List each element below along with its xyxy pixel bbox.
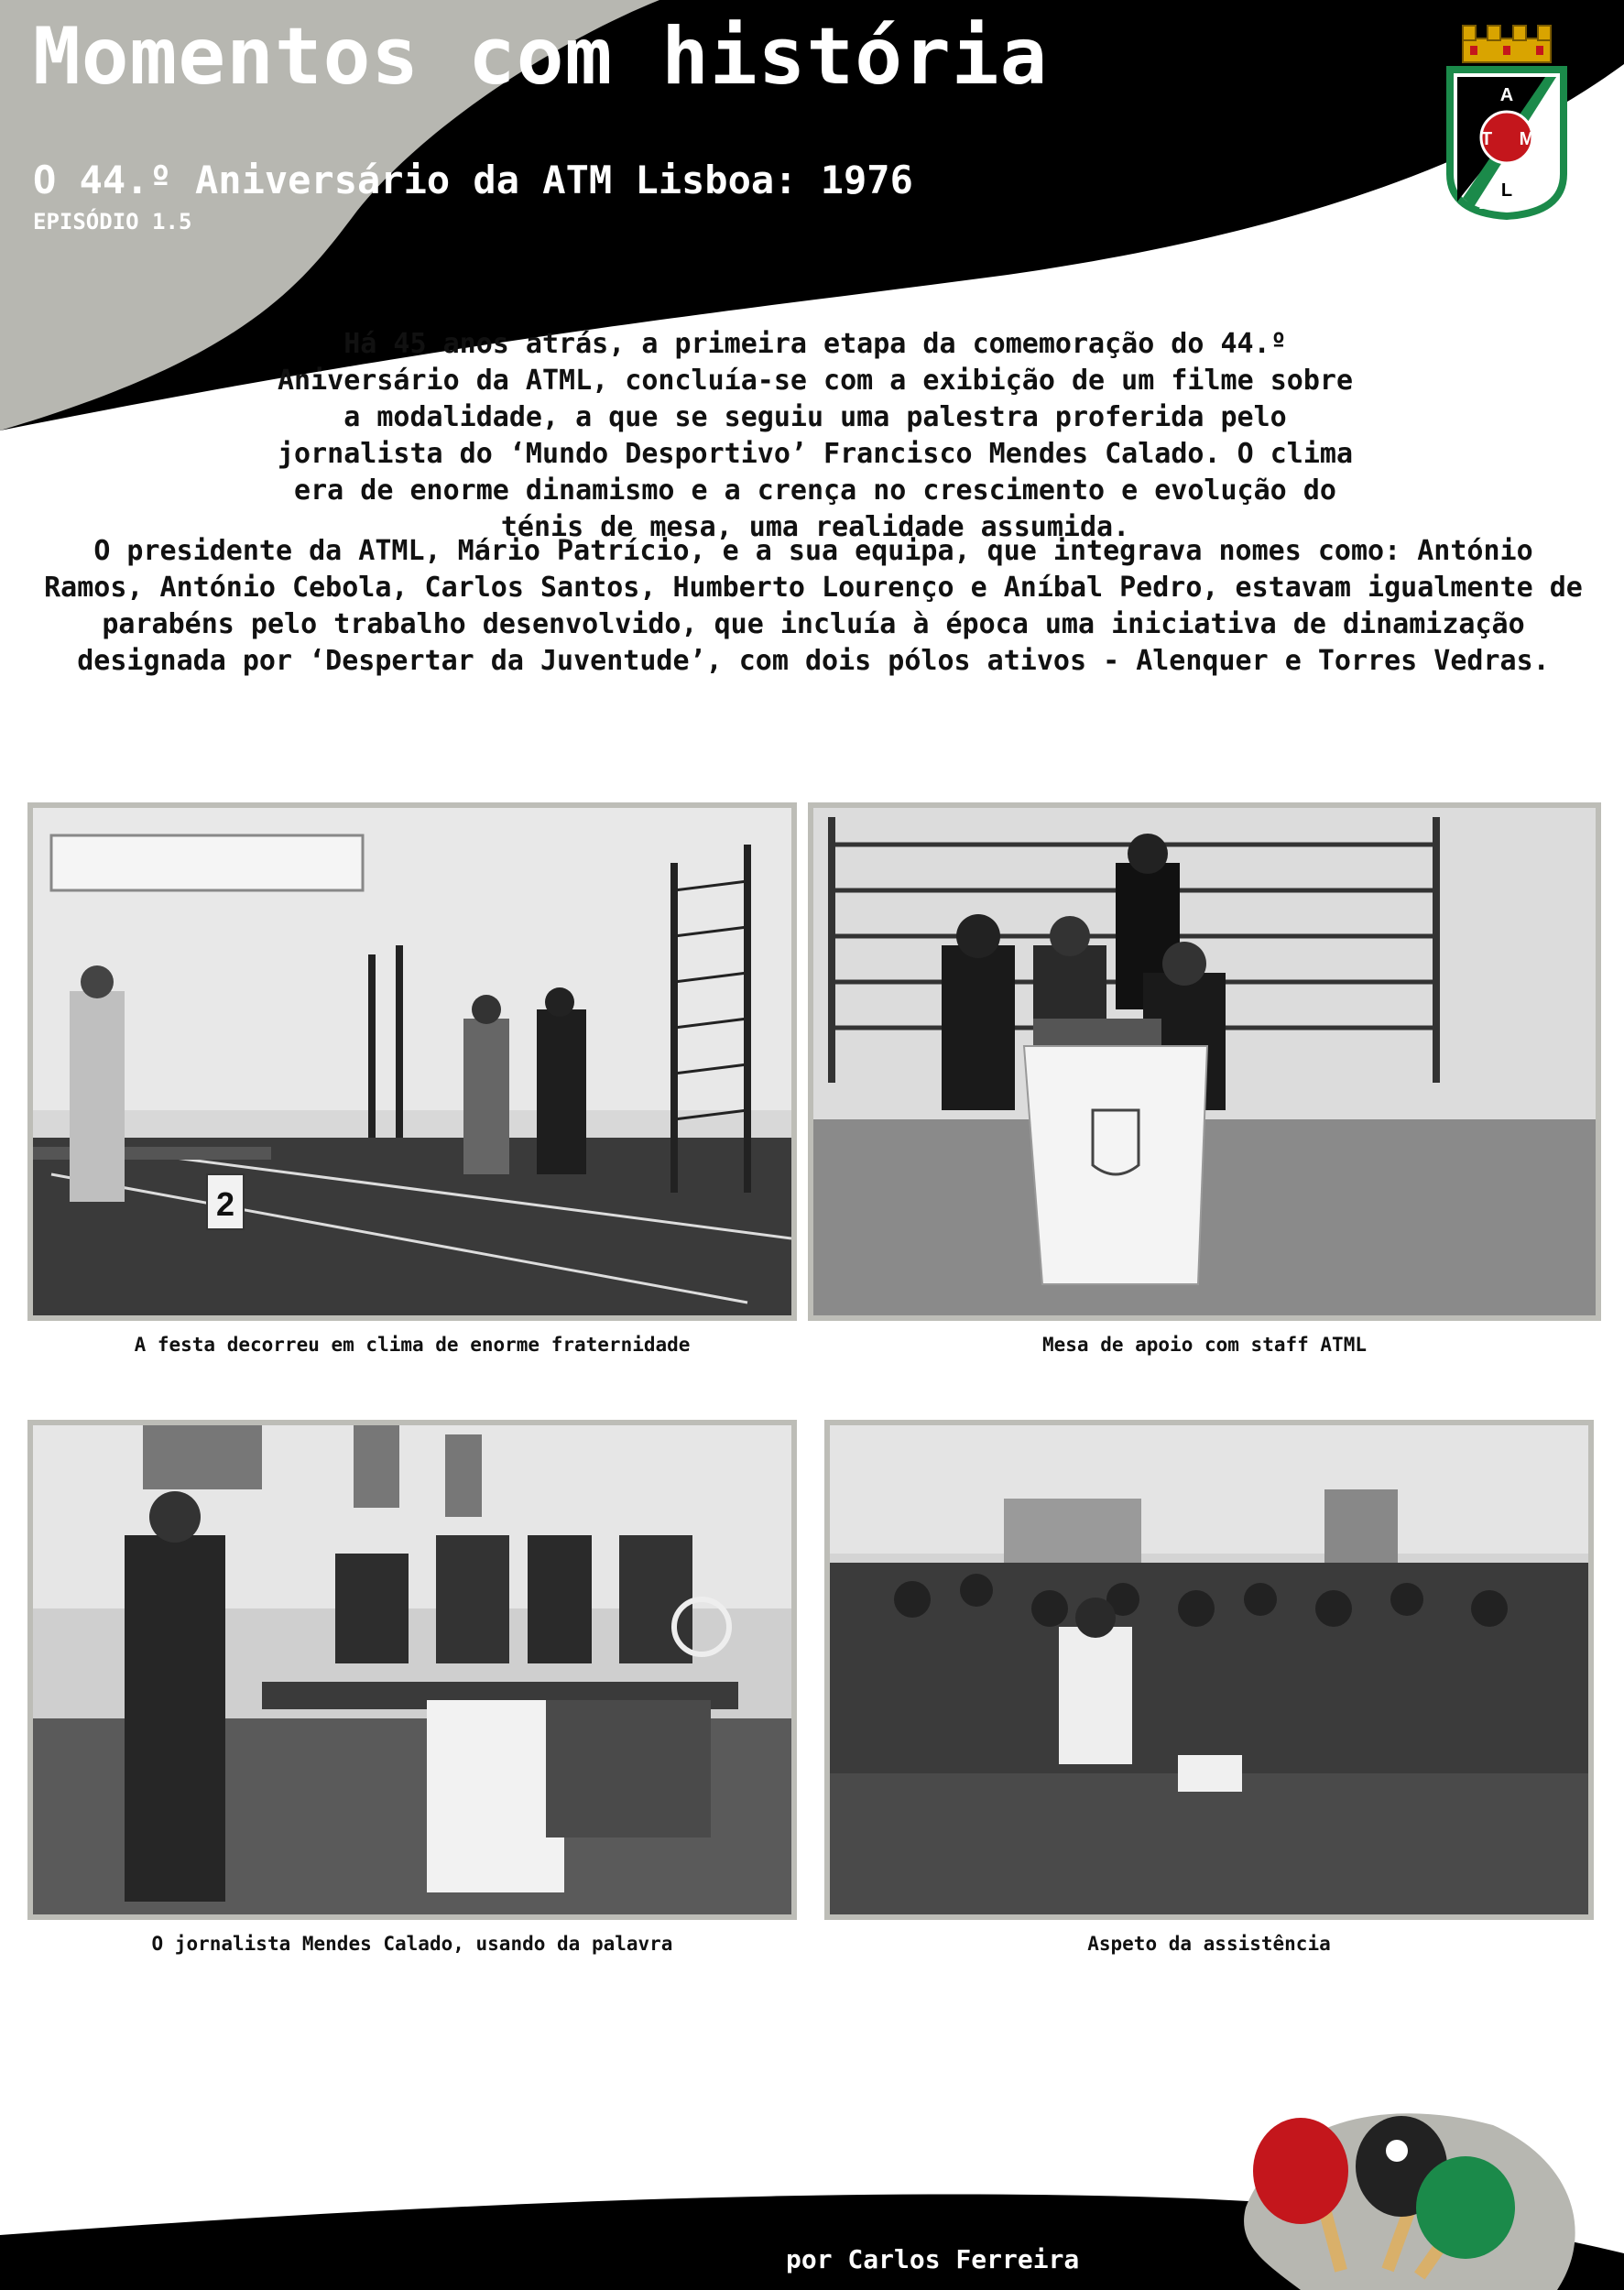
photo-caption-mesa-apoio: Mesa de apoio com staff ATML xyxy=(1041,1334,1367,1356)
photo-caption-assistencia: Aspeto da assistência xyxy=(1087,1933,1331,1955)
photo-caption-festa: A festa decorreu em clima de enorme fraternidade xyxy=(134,1334,691,1356)
photo-assistencia xyxy=(824,1420,1594,1920)
body-paragraph: O presidente da ATML, Mário Patrício, e a sua equipa, que integrava nomes como: António Ramos, António Cebola, Carlos Santos, Humberto Lourenço e Aníbal Pedro, estavam igualmente de parabéns pelo trabalho desenvolvido, que incluía à época uma iniciativa de dinamização designada por ‘Despertar da Juventude’, com dois pólos ativos - Alenquer e Torres Vedras. xyxy=(44,535,1583,677)
page-subtitle: O 44.º Aniversário da ATM Lisboa: 1976 xyxy=(33,158,913,202)
photo-festa xyxy=(27,802,797,1321)
photo-mesa-apoio xyxy=(808,802,1601,1321)
intro-paragraph: Há 45 anos atrás, a primeira etapa da comemoração do 44.º Aniversário da ATML, concluía-se com a exibição de um filme sobre a modalidade, a que se seguiu uma palestra proferida pelo jornalista do ‘Mundo Desportivo’ Francisco Mendes Calado. O clima era de enorme dinamismo e a crença no crescimento e evolução do ténis de mesa, uma realidade assumida. xyxy=(278,328,1353,543)
crest-letter-m: M xyxy=(1519,129,1535,149)
photo-caption-jornalista: O jornalista Mendes Calado, usando da palavra xyxy=(151,1933,673,1955)
crest-letter-l: L xyxy=(1500,180,1513,201)
episode-label: EPISÓDIO 1.5 xyxy=(33,209,192,234)
club-crest-icon xyxy=(1443,18,1571,220)
page-title: Momentos com história xyxy=(33,11,1049,103)
author-byline: por Carlos Ferreira xyxy=(786,2244,1080,2274)
crest-letter-a: A xyxy=(1499,85,1514,105)
table-number-sign: 2 xyxy=(215,1185,235,1223)
crest-letter-t: T xyxy=(1480,129,1493,149)
photo-jornalista xyxy=(27,1420,797,1920)
